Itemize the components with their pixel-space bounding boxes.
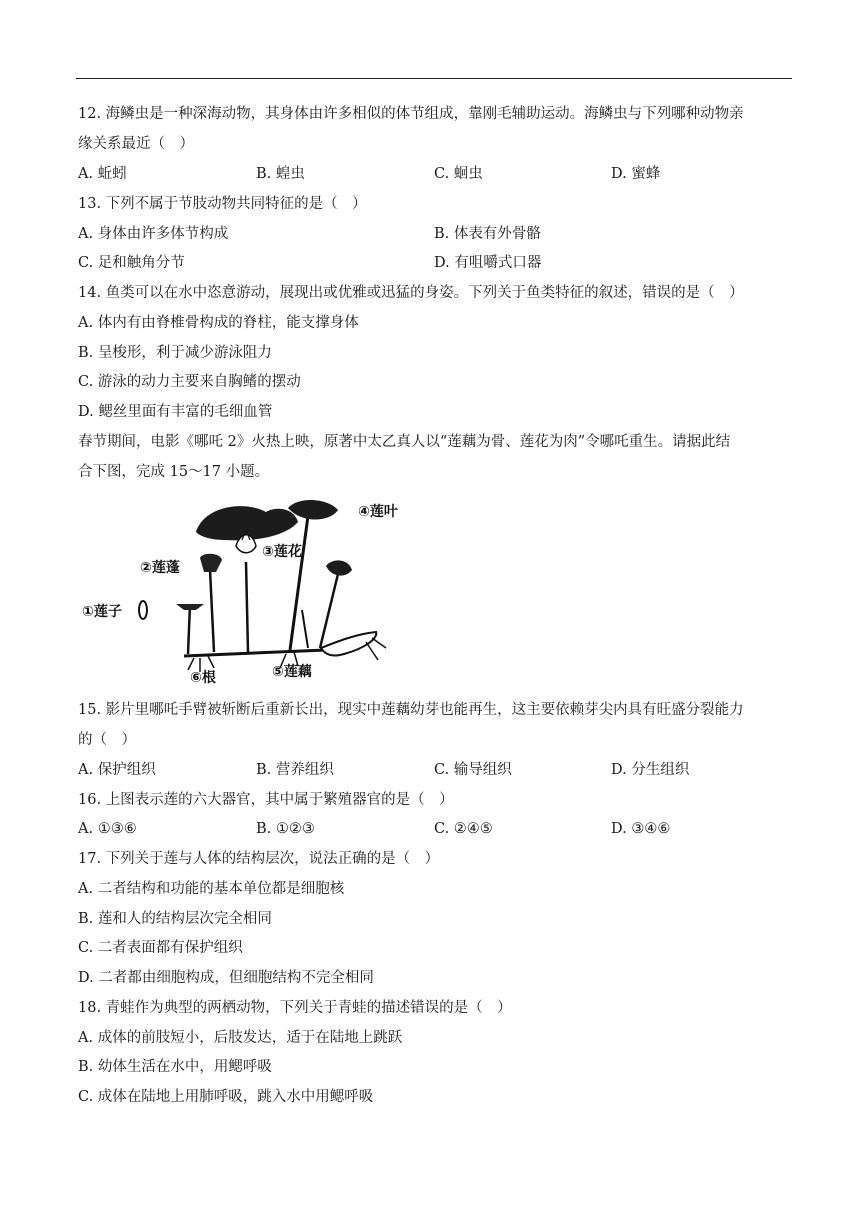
- q14-option-c: C. 游泳的动力主要来自胸鳍的摆动: [78, 374, 301, 390]
- label-pod: ②莲蓬: [140, 560, 180, 576]
- passage-line1: 春节期间，电影《哪吒 2》火热上映，原著中太乙真人以“莲藕为骨、莲花为肉”令哪吒重生。请据此结: [78, 434, 731, 450]
- header-rule: [76, 78, 792, 79]
- q14-option-a: A. 体内有由脊椎骨构成的脊柱，能支撑身体: [78, 315, 359, 331]
- q13-option-a: A. 身体由许多体节构成: [78, 226, 229, 242]
- q16-option-d: D. ③④⑥: [611, 821, 671, 837]
- label-rhizome: ⑤莲藕: [272, 664, 312, 680]
- q12-option-a: A. 蚯蚓: [78, 166, 127, 182]
- q16-option-b: B. ①②③: [256, 821, 315, 837]
- q15-stem-line1: 15. 影片里哪吒手臂被斩断后重新长出，现实中莲藕幼芽也能再生，这主要依赖芽尖内具有旺盛分裂能力: [78, 702, 744, 718]
- q13-option-b: B. 体表有外骨骼: [434, 226, 541, 242]
- q13-option-d: D. 有咀嚼式口器: [434, 255, 542, 271]
- q12-stem-line2: 缘关系最近（ ）: [78, 136, 194, 152]
- lotus-figure: [76, 492, 406, 688]
- q16-option-a: A. ①③⑥: [78, 821, 137, 837]
- q18-option-a: A. 成体的前肢短小，后肢发达，适于在陆地上跳跃: [78, 1030, 403, 1046]
- q15-option-c: C. 输导组织: [434, 762, 512, 778]
- q12-stem-line1: 12. 海鳞虫是一种深海动物，其身体由许多相似的体节组成，靠刚毛辅助运动。海鳞虫与下列哪种动物亲: [78, 106, 744, 122]
- q18-option-b: B. 幼体生活在水中，用鳃呼吸: [78, 1059, 272, 1075]
- q15-option-a: A. 保护组织: [78, 762, 156, 778]
- q17-option-c: C. 二者表面都有保护组织: [78, 940, 243, 956]
- q15-option-b: B. 营养组织: [256, 762, 334, 778]
- label-flower: ③莲花: [262, 544, 302, 560]
- label-seed: ①莲子: [82, 604, 122, 620]
- label-leaf: ④莲叶: [358, 504, 398, 520]
- q12-option-b: B. 蝗虫: [256, 166, 305, 182]
- q17-option-a: A. 二者结构和功能的基本单位都是细胞核: [78, 881, 345, 897]
- q14-stem: 14. 鱼类可以在水中恣意游动，展现出或优雅或迅猛的身姿。下列关于鱼类特征的叙述，错误的是（ ）: [78, 285, 744, 301]
- q16-option-c: C. ②④⑤: [434, 821, 493, 837]
- q13-option-c: C. 足和触角分节: [78, 255, 185, 271]
- q15-stem-line2: 的（ ）: [78, 732, 136, 748]
- q14-option-b: B. 呈梭形，利于减少游泳阻力: [78, 345, 272, 361]
- q13-stem: 13. 下列不属于节肢动物共同特征的是（ ）: [78, 196, 367, 212]
- q16-stem: 16. 上图表示莲的六大器官，其中属于繁殖器官的是（ ）: [78, 792, 454, 808]
- q15-option-d: D. 分生组织: [611, 762, 690, 778]
- passage-line2: 合下图，完成 15～17 小题。: [78, 464, 270, 480]
- q17-option-d: D. 二者都由细胞构成，但细胞结构不完全相同: [78, 970, 374, 986]
- q17-option-b: B. 莲和人的结构层次完全相同: [78, 911, 272, 927]
- q18-stem: 18. 青蛙作为典型的两栖动物，下列关于青蛙的描述错误的是（ ）: [78, 1000, 512, 1016]
- q17-stem: 17. 下列关于莲与人体的结构层次，说法正确的是（ ）: [78, 851, 440, 867]
- q12-option-c: C. 蛔虫: [434, 166, 483, 182]
- q14-option-d: D. 鳃丝里面有丰富的毛细血管: [78, 404, 273, 420]
- q12-option-d: D. 蜜蜂: [611, 166, 661, 182]
- q18-option-c: C. 成体在陆地上用肺呼吸，跳入水中用鳃呼吸: [78, 1089, 374, 1105]
- label-root: ⑥根: [190, 670, 216, 686]
